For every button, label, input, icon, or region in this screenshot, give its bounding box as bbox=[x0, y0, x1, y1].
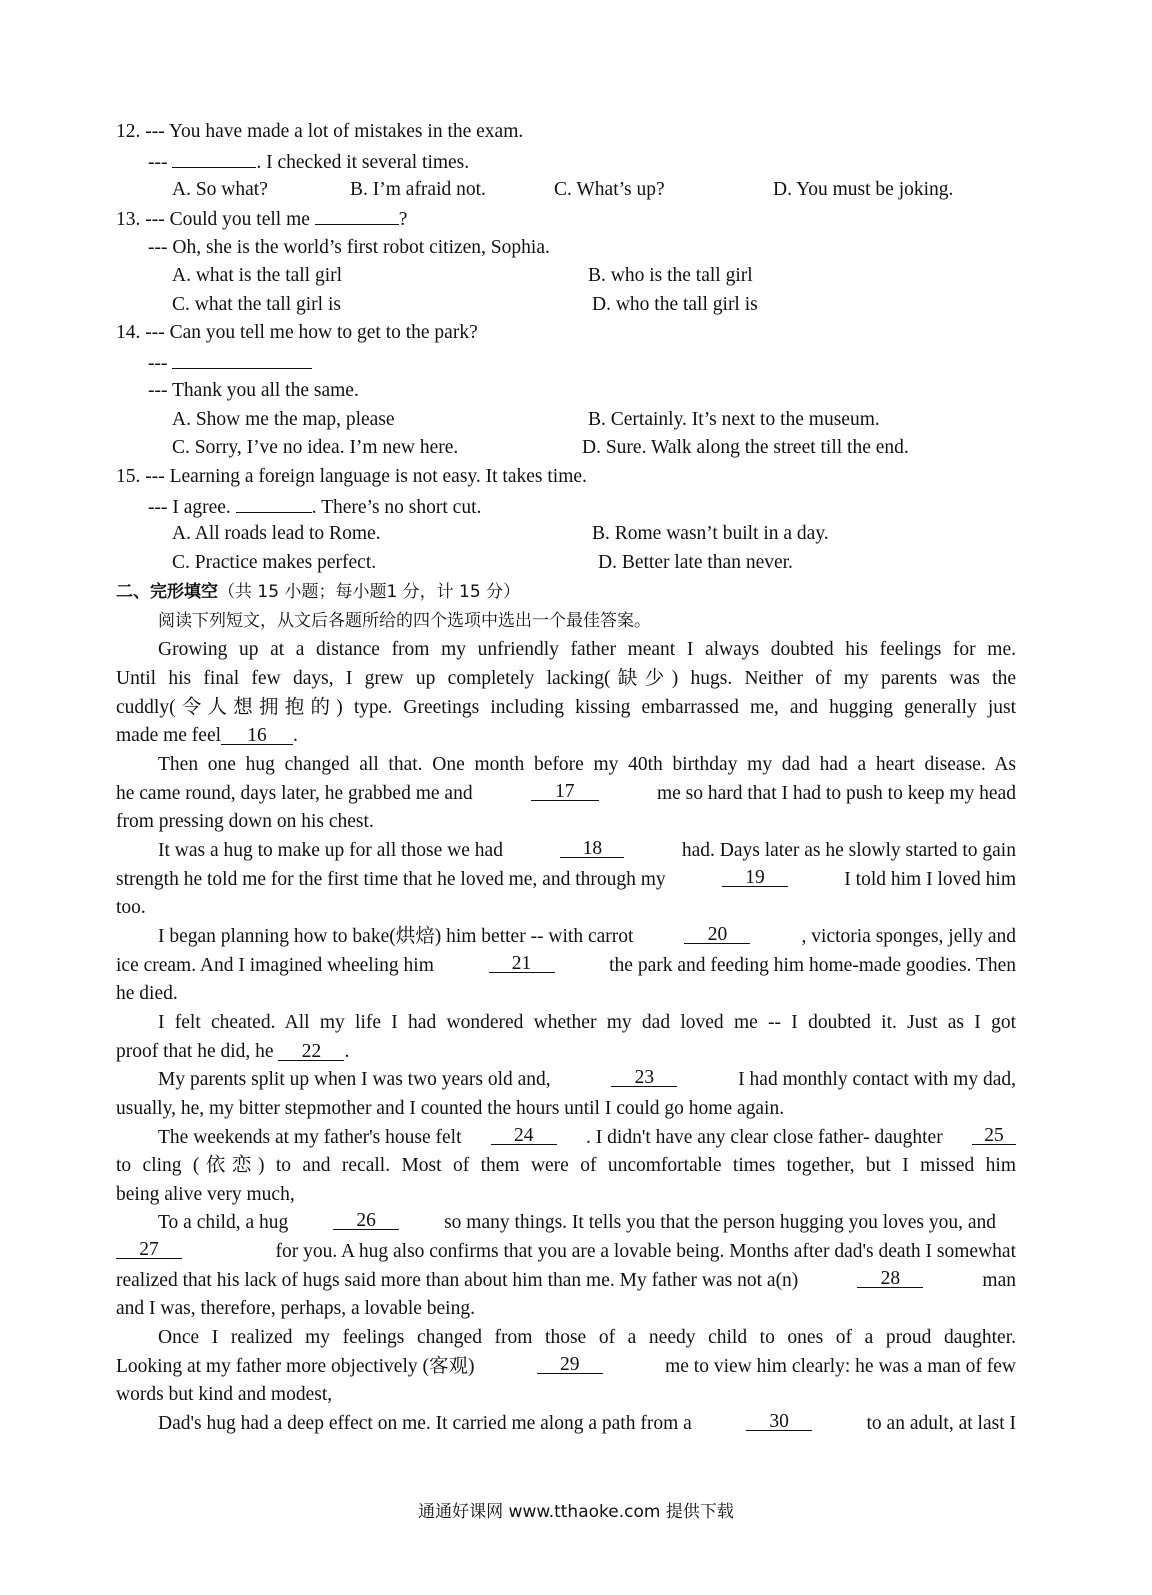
blank-19: 19 bbox=[722, 868, 788, 887]
section2-instruction: 阅读下列短文，从文后各题所给的四个选项中选出一个最佳答案。 bbox=[158, 611, 651, 631]
q15-option-b: B. Rome wasn’t built in a day. bbox=[592, 523, 829, 544]
q14-reply: --- Thank you all the same. bbox=[148, 380, 359, 401]
p8-line4: and I was, therefore, perhaps, a lovable being. bbox=[116, 1298, 475, 1319]
p1-line2: Until his final few days, I grew up completely lacking(缺少) hugs. Neither of my parents was the bbox=[116, 668, 1016, 689]
q15-blank bbox=[236, 494, 312, 513]
p7-line2: to cling (依恋) to and recall. Most of them were of uncomfortable times together, but I missed him bbox=[116, 1155, 1016, 1176]
q14-blank bbox=[172, 350, 312, 369]
p3-line1: It was a hug to make up for all those we had 18 had. Days later as he slowly started to gain bbox=[158, 838, 1016, 861]
q12-blank bbox=[172, 149, 256, 168]
q12-option-a: A. So what? bbox=[172, 179, 268, 200]
q13-blank bbox=[315, 206, 399, 225]
section2-score: （共 15 小题；每小题1 分，计 15 分） bbox=[218, 582, 521, 602]
q12-option-c: C. What’s up? bbox=[554, 179, 665, 200]
p4-line1: I began planning how to bake(烘焙) him better -- with carrot 20 , victoria sponges, jelly and bbox=[158, 924, 1016, 947]
q14-option-c: C. Sorry, I’ve no idea. I’m new here. bbox=[172, 437, 459, 458]
section2-title: 二、完形填空 bbox=[116, 582, 218, 602]
q15-stem: 15. --- Learning a foreign language is not easy. It takes time. bbox=[116, 466, 587, 487]
p8-line3: realized that his lack of hugs said more than about him than me. My father was not a(n) 28 man bbox=[116, 1268, 1016, 1291]
p9-line2: Looking at my father more objectively (客观) 29 me to view him clearly: he was a man of few bbox=[116, 1354, 1016, 1377]
blank-30: 30 bbox=[746, 1412, 812, 1431]
p6-line2: usually, he, my bitter stepmother and I counted the hours until I could go home again. bbox=[116, 1098, 785, 1119]
p4-line2: ice cream. And I imagined wheeling him 21 the park and feeding him home-made goodies. Then bbox=[116, 953, 1016, 976]
p4-line3: he died. bbox=[116, 983, 178, 1004]
p3-line2: strength he told me for the first time that he loved me, and through my 19 I told him I loved him bbox=[116, 867, 1016, 890]
p1-line1: Growing up at a distance from my unfriendly father meant I always doubted his feelings for me. bbox=[158, 639, 1016, 660]
q12-reply: --- . I checked it several times. bbox=[148, 149, 469, 175]
page-footer: 通通好课网 www.tthaoke.com 提供下载 bbox=[418, 1502, 734, 1522]
blank-26: 26 bbox=[333, 1211, 399, 1230]
p7-line3: being alive very much, bbox=[116, 1184, 295, 1205]
p1-line4: made me feel 16 . bbox=[116, 725, 298, 746]
q13-option-c: C. what the tall girl is bbox=[172, 294, 341, 315]
q13-option-b: B. who is the tall girl bbox=[588, 265, 753, 286]
p8-line2: 27 for you. A hug also confirms that you are a lovable being. Months after dad's death I somewhat bbox=[116, 1240, 1016, 1264]
blank-16: 16 bbox=[221, 726, 293, 745]
blank-18: 18 bbox=[560, 839, 624, 858]
q13-stem: 13. --- Could you tell me ? bbox=[116, 206, 407, 232]
q14-option-d: D. Sure. Walk along the street till the end. bbox=[582, 437, 909, 458]
p1-line3: cuddly(令人想拥抱的) type. Greetings including kissing embarrassed me, and hugging generally just bbox=[116, 697, 1016, 718]
p7-line1: The weekends at my father's house felt 24 . I didn't have any clear close father- daughter 25 bbox=[158, 1126, 1016, 1150]
q15-option-d: D. Better late than never. bbox=[598, 552, 793, 573]
blank-27: 27 bbox=[116, 1240, 182, 1259]
q14-stem: 14. --- Can you tell me how to get to the park? bbox=[116, 322, 478, 343]
q12-option-b: B. I’m afraid not. bbox=[350, 179, 486, 200]
p8-line1: To a child, a hug 26 so many things. It tells you that the person hugging you loves you, and bbox=[158, 1210, 996, 1233]
q13-option-a: A. what is the tall girl bbox=[172, 265, 343, 286]
blank-21: 21 bbox=[489, 954, 555, 973]
p10-line1: Dad's hug had a deep effect on me. It carried me along a path from a 30 to an adult, at last I bbox=[158, 1411, 1016, 1434]
q14-option-b: B. Certainly. It’s next to the museum. bbox=[588, 409, 880, 430]
q12-stem: 12. --- You have made a lot of mistakes in the exam. bbox=[116, 121, 524, 142]
blank-28: 28 bbox=[857, 1269, 923, 1288]
q13-option-d: D. who the tall girl is bbox=[592, 294, 758, 315]
p2-line2: he came round, days later, he grabbed me and 17 me so hard that I had to push to keep my head bbox=[116, 781, 1016, 804]
blank-17: 17 bbox=[531, 782, 599, 801]
p9-line3: words but kind and modest, bbox=[116, 1384, 333, 1405]
p5-line1: I felt cheated. All my life I had wondered whether my dad loved me -- I doubted it. Just as I got bbox=[158, 1012, 1016, 1033]
p5-line2: proof that he did, he 22 . bbox=[116, 1041, 350, 1062]
blank-22: 22 bbox=[278, 1042, 344, 1061]
blank-20: 20 bbox=[684, 925, 750, 944]
blank-25: 25 bbox=[972, 1126, 1016, 1145]
p2-line3: from pressing down on his chest. bbox=[116, 811, 374, 832]
p3-line3: too. bbox=[116, 897, 146, 918]
blank-29: 29 bbox=[537, 1355, 603, 1374]
section2-heading bbox=[116, 580, 520, 604]
q12-option-d: D. You must be joking. bbox=[773, 179, 954, 200]
q14-option-a: A. Show me the map, please bbox=[172, 409, 395, 430]
blank-24: 24 bbox=[491, 1126, 557, 1145]
q15-option-a: A. All roads lead to Rome. bbox=[172, 523, 381, 544]
blank-23: 23 bbox=[611, 1068, 677, 1087]
p2-line1: Then one hug changed all that. One month before my 40th birthday my dad had a heart disease. As bbox=[158, 754, 1016, 775]
p6-line1: My parents split up when I was two years old and, 23 I had monthly contact with my dad, bbox=[158, 1067, 1016, 1090]
p9-line1: Once I realized my feelings changed from those of a needy child to ones of a proud daughter. bbox=[158, 1327, 1016, 1348]
q13-reply: --- Oh, she is the world’s first robot citizen, Sophia. bbox=[148, 237, 550, 258]
q14-blank-line: --- bbox=[148, 350, 312, 376]
q15-option-c: C. Practice makes perfect. bbox=[172, 552, 377, 573]
q15-reply: --- I agree. . There’s no short cut. bbox=[148, 494, 481, 520]
